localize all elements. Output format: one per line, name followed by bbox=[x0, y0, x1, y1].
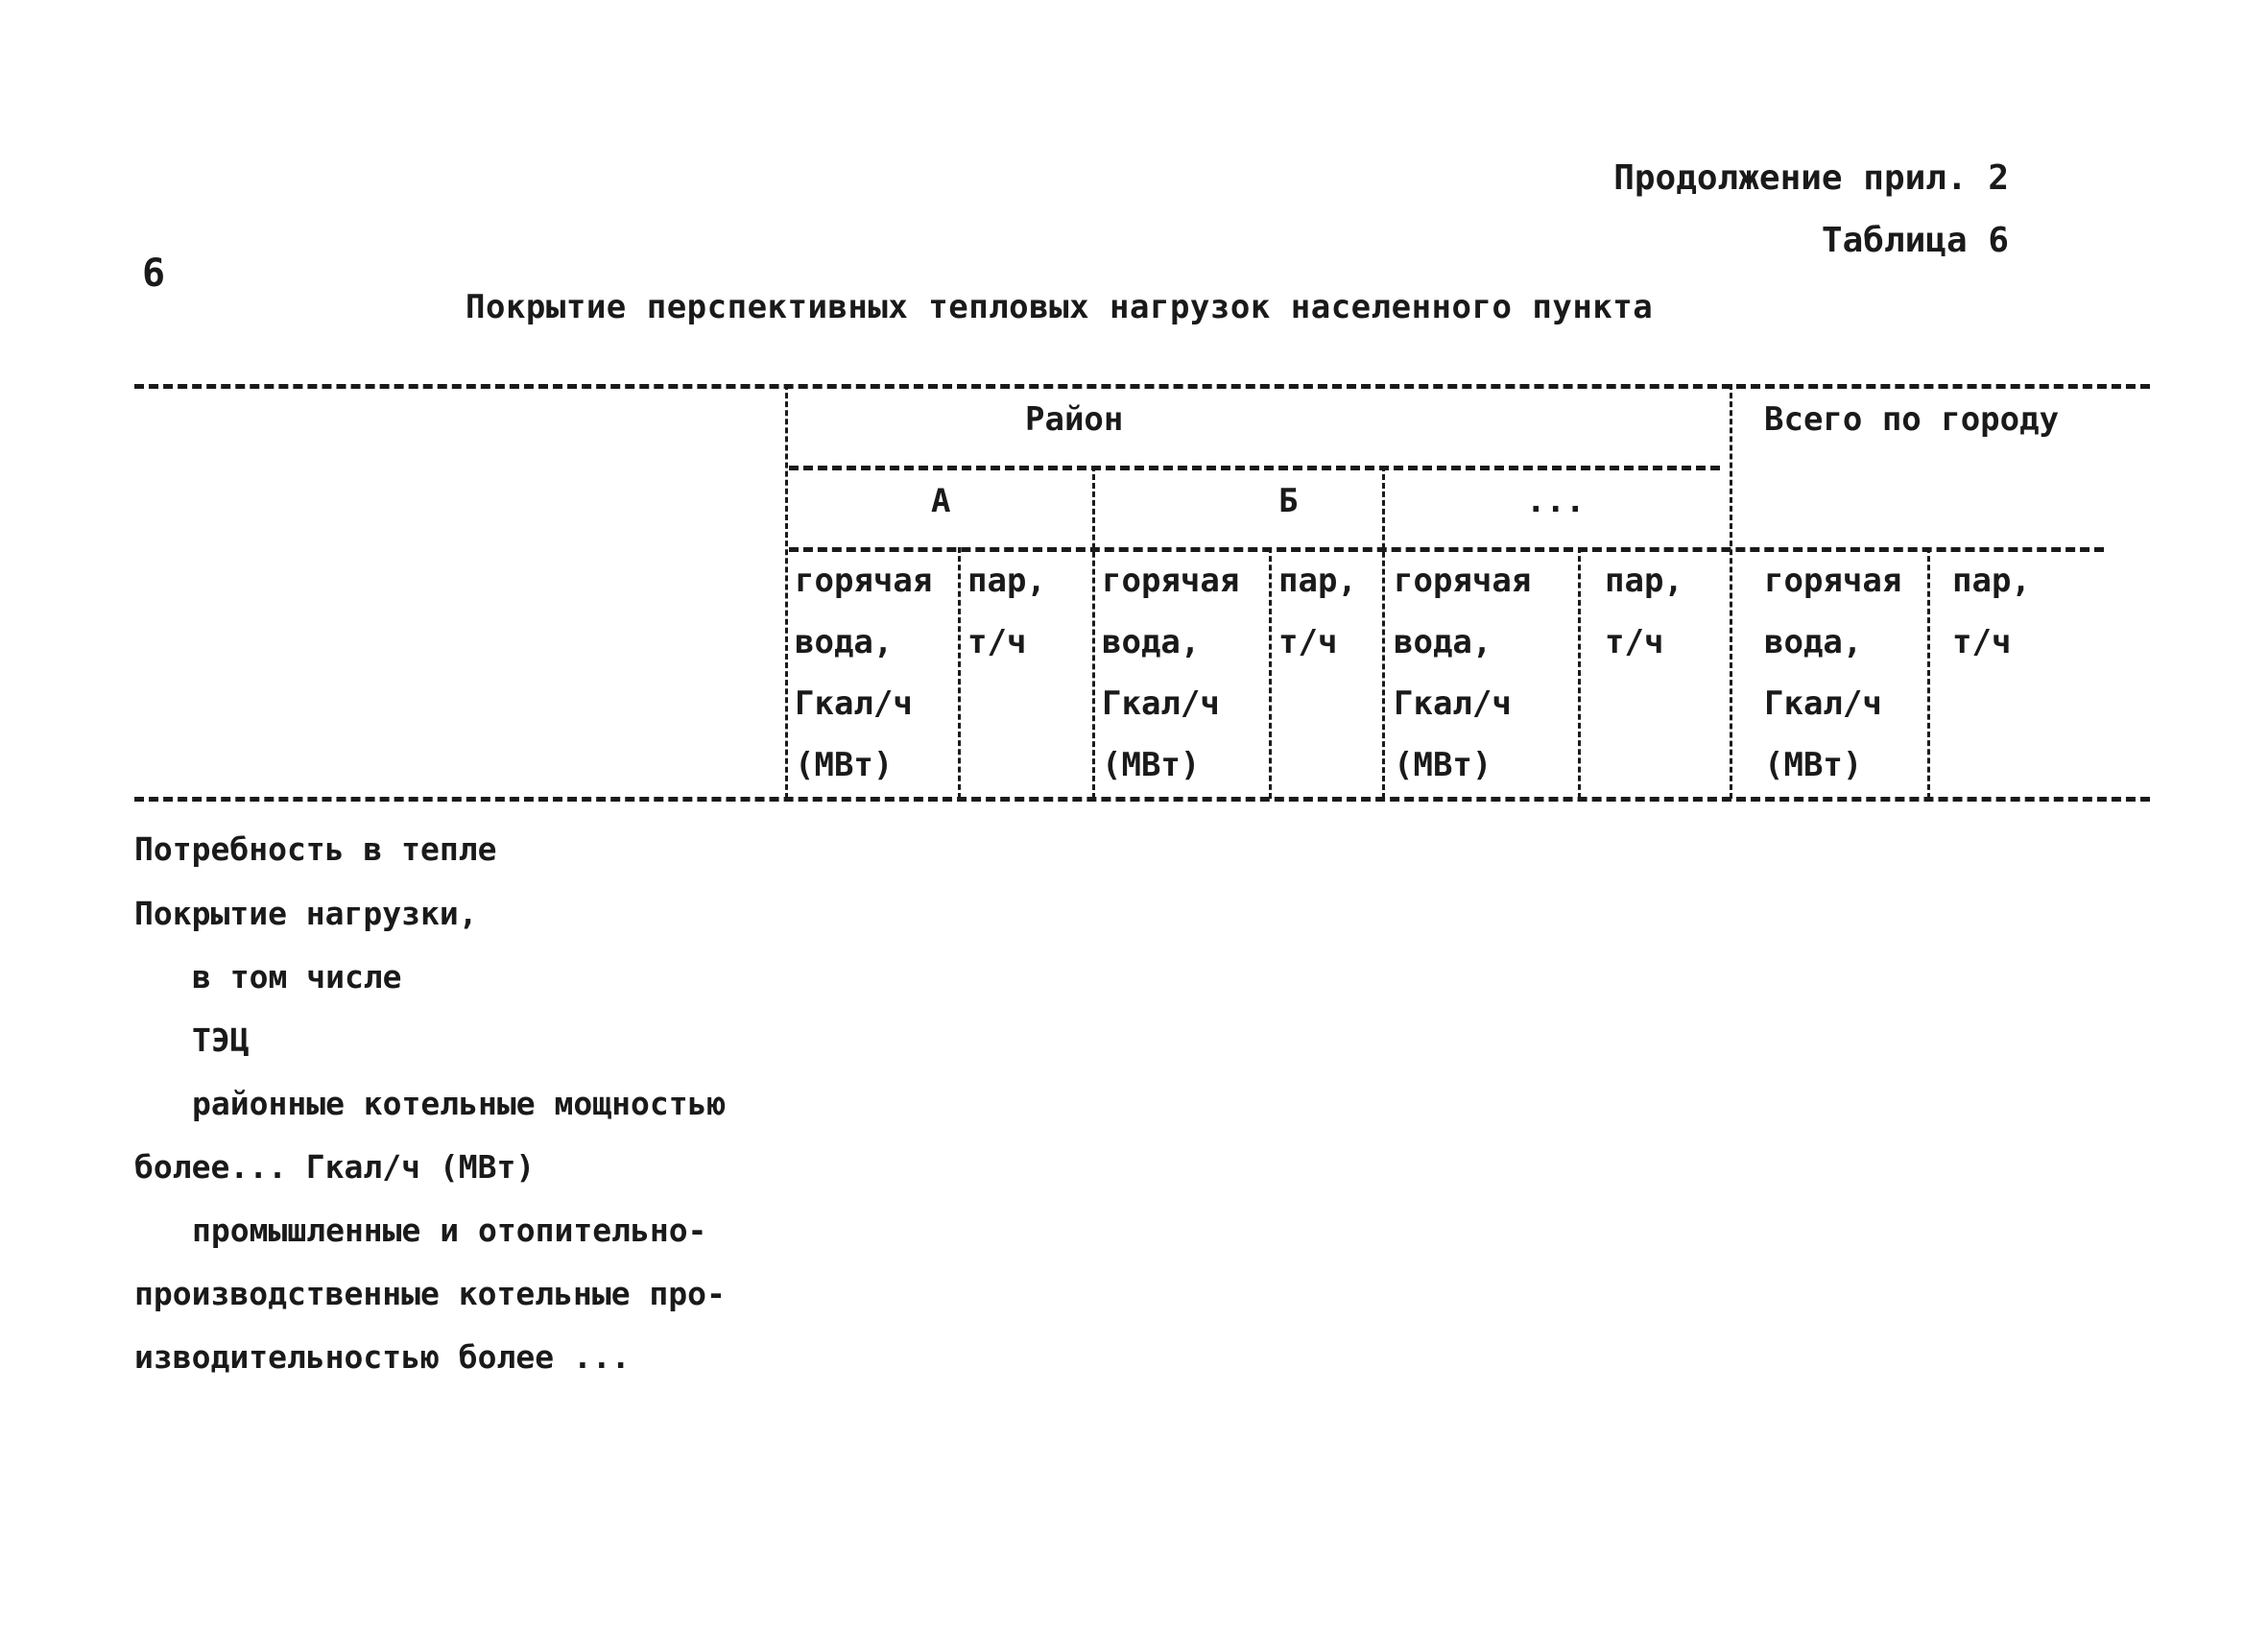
hot-water-label: горячая bbox=[1764, 562, 1902, 600]
district-b: Б bbox=[1278, 482, 1299, 520]
hot-water-unit: Гкал/ч bbox=[1764, 684, 1882, 723]
table-title: Покрытие перспективных тепловых нагрузок населенного пункта bbox=[466, 288, 1654, 326]
header-bottom-rule bbox=[134, 797, 2150, 802]
hot-water-unit: Гкал/ч bbox=[1394, 684, 1512, 723]
col-divider bbox=[785, 384, 788, 799]
total-header: Всего по городу bbox=[1764, 400, 2060, 439]
hot-water-label: вода, bbox=[1394, 623, 1492, 661]
steam-unit: т/ч bbox=[1952, 623, 2012, 661]
hot-water-label: вода, bbox=[795, 623, 894, 661]
hot-water-unit: Гкал/ч bbox=[1102, 684, 1220, 723]
steam-label: пар, bbox=[967, 562, 1046, 600]
hot-water-label: горячая bbox=[1394, 562, 1532, 600]
table-top-rule bbox=[134, 384, 2150, 389]
page-mark: 6 bbox=[142, 252, 166, 296]
district-rule bbox=[789, 466, 1720, 470]
row-label: Потребность в тепле bbox=[134, 830, 497, 868]
col-divider bbox=[1730, 384, 1732, 799]
district-header: Район bbox=[1025, 400, 1124, 439]
hot-water-unit: (МВт) bbox=[1102, 746, 1201, 784]
district-more: ... bbox=[1526, 482, 1586, 520]
col-divider bbox=[958, 547, 961, 799]
row-label: промышленные и отопительно- bbox=[192, 1212, 707, 1249]
col-divider bbox=[1269, 547, 1272, 799]
row-label: производственные котельные про- bbox=[134, 1275, 726, 1312]
steam-unit: т/ч bbox=[1278, 623, 1338, 661]
row-label: в том числе bbox=[192, 958, 402, 996]
table-number: Таблица 6 bbox=[1821, 221, 2009, 260]
hot-water-label: вода, bbox=[1764, 623, 1863, 661]
col-divider bbox=[1092, 466, 1095, 799]
steam-unit: т/ч bbox=[967, 623, 1027, 661]
row-label: районные котельные мощностью bbox=[192, 1085, 727, 1122]
hot-water-unit: (МВт) bbox=[1394, 746, 1492, 784]
steam-label: пар, bbox=[1605, 562, 1683, 600]
hot-water-unit: (МВт) bbox=[1764, 746, 1863, 784]
steam-unit: т/ч bbox=[1605, 623, 1664, 661]
col-divider bbox=[1382, 466, 1385, 799]
hot-water-unit: (МВт) bbox=[795, 746, 894, 784]
col-divider bbox=[1578, 547, 1581, 799]
col-divider bbox=[1927, 547, 1930, 799]
steam-label: пар, bbox=[1278, 562, 1357, 600]
row-label: Покрытие нагрузки, bbox=[134, 895, 478, 932]
continuation-label: Продолжение прил. 2 bbox=[1613, 158, 2009, 198]
hot-water-unit: Гкал/ч bbox=[795, 684, 913, 723]
row-label: изводительностью более ... bbox=[134, 1338, 631, 1376]
hot-water-label: горячая bbox=[795, 562, 933, 600]
row-label: более... Гкал/ч (МВт) bbox=[134, 1148, 536, 1186]
hot-water-label: горячая bbox=[1102, 562, 1240, 600]
hot-water-label: вода, bbox=[1102, 623, 1201, 661]
row-label: ТЭЦ bbox=[192, 1021, 250, 1059]
steam-label: пар, bbox=[1952, 562, 2031, 600]
subheader-rule bbox=[789, 547, 2104, 552]
district-a: А bbox=[931, 482, 951, 520]
